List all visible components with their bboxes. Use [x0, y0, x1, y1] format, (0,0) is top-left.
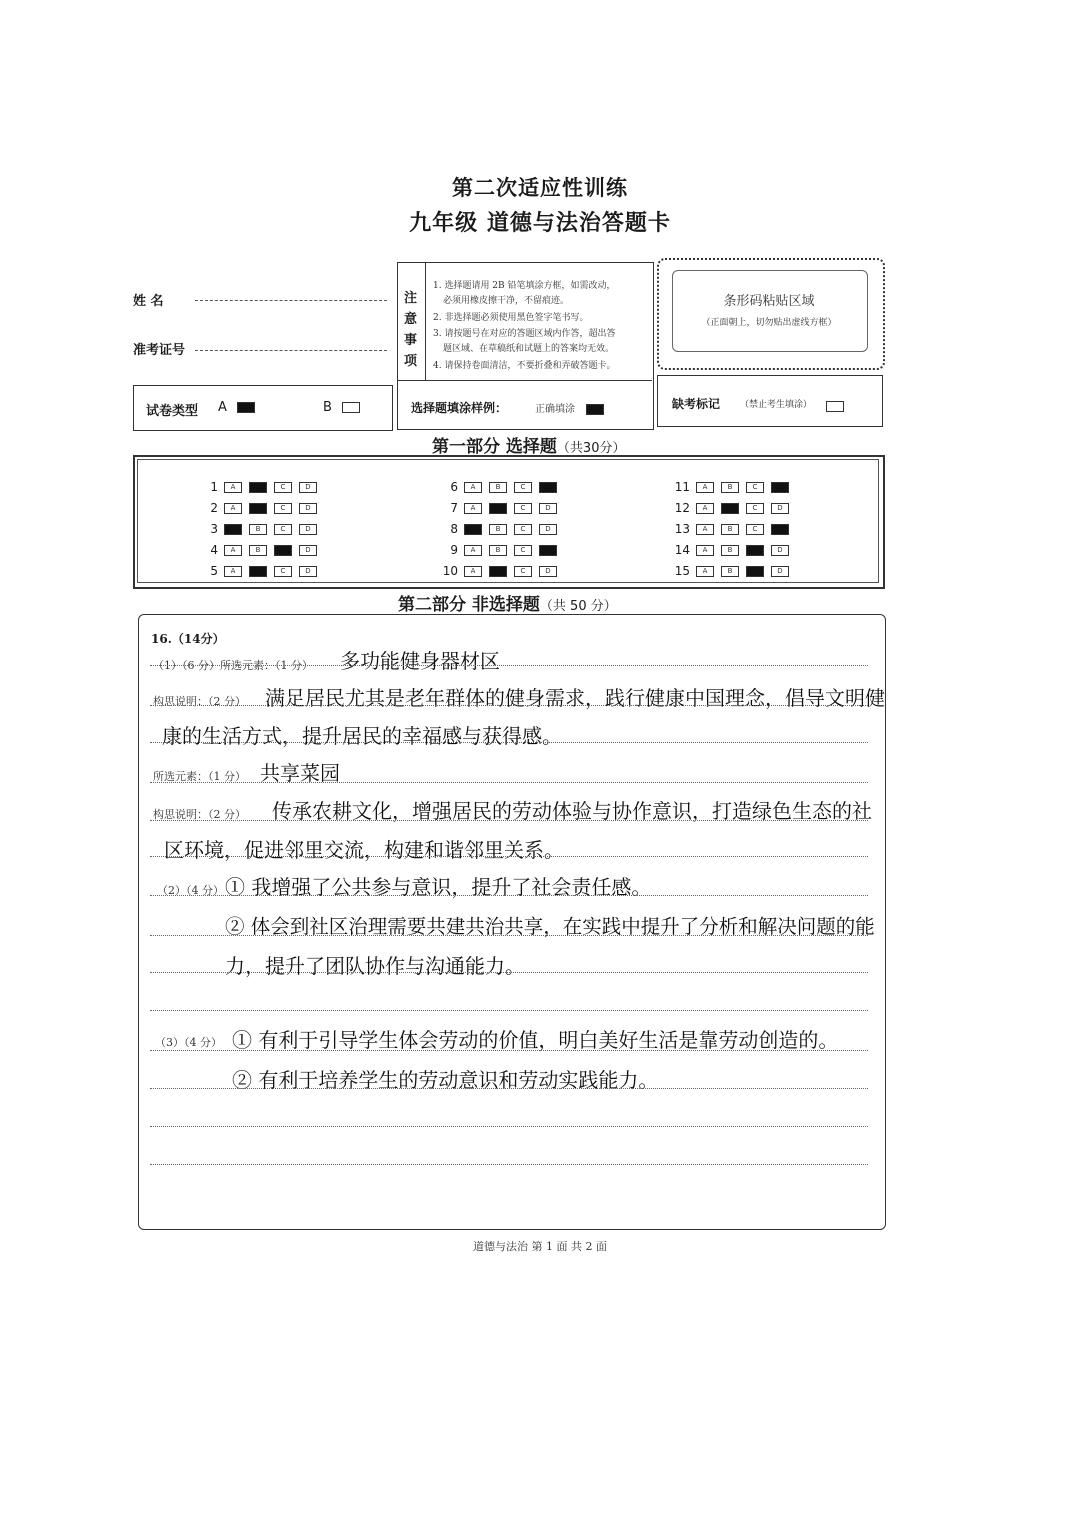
notice-line-3: 2. 非选择题必须使用黑色签字笔书写。 — [433, 313, 589, 323]
answer-line — [150, 742, 868, 743]
mcq-number: 2 — [210, 501, 218, 515]
mcq-number: 14 — [674, 543, 690, 557]
notice-label: 注意事项 — [404, 291, 418, 369]
correct-fill-text: 正确填涂 — [535, 404, 575, 415]
mcq-number: 7 — [450, 501, 458, 515]
part1-title-text: 第一部分 选择题 — [432, 437, 557, 457]
mcq-option-a[interactable]: A — [224, 566, 242, 577]
mcq-option-d[interactable]: D — [539, 503, 557, 514]
q16-label: 16.（14分） — [151, 632, 225, 646]
notice-line-6: 4. 请保持卷面清洁，不要折叠和弄破答题卡。 — [433, 361, 616, 371]
correct-fill-mark — [586, 404, 604, 415]
q1-idea2-answer-line1[interactable]: 传承农耕文化，增强居民的劳动体验与协作意识，打造绿色生态的社 — [272, 799, 872, 823]
mcq-option-c[interactable]: C — [746, 482, 764, 493]
barcode-hint: （正面朝上，切勿贴出虚线方框） — [701, 318, 837, 328]
paper-type-a-label: A — [218, 400, 227, 415]
mcq-option-b[interactable]: B — [489, 524, 507, 535]
mcq-option-a[interactable]: A — [224, 524, 242, 535]
mcq-option-b[interactable]: B — [249, 503, 267, 514]
mcq-option-a[interactable]: A — [224, 482, 242, 493]
mcq-number: 15 — [674, 564, 690, 578]
paper-type-a[interactable] — [218, 400, 262, 415]
q1-idea1-prompt: 构思说明：（2 分） — [153, 695, 246, 708]
mcq-option-c[interactable]: C — [274, 482, 292, 493]
mcq-option-d[interactable]: D — [539, 524, 557, 535]
mcq-number: 13 — [674, 522, 690, 536]
mcq-number: 11 — [674, 480, 690, 494]
answer-line — [150, 1164, 868, 1165]
q2-prompt: （2）（4 分） — [157, 884, 224, 897]
mcq-option-c[interactable]: C — [274, 545, 292, 556]
mcq-option-b[interactable]: B — [489, 545, 507, 556]
mcq-option-b[interactable]: B — [249, 482, 267, 493]
mcq-number: 9 — [450, 543, 458, 557]
fill-sample — [535, 400, 611, 415]
mcq-number: 1 — [210, 480, 218, 494]
mcq-option-c[interactable]: C — [746, 503, 764, 514]
mcq-row — [668, 522, 796, 536]
q1-element2-answer[interactable]: 共享菜园 — [260, 761, 340, 785]
mcq-row — [196, 564, 324, 578]
mcq-option-c[interactable]: C — [274, 524, 292, 535]
answer-line — [150, 782, 868, 783]
absent-checkbox — [826, 401, 844, 412]
mcq-option-d[interactable]: D — [299, 503, 317, 514]
absent-mark[interactable] — [826, 396, 851, 415]
page-footer: 道德与法治 第 1 面 共 2 面 — [473, 1240, 607, 1253]
mcq-option-b[interactable]: B — [249, 545, 267, 556]
mcq-row — [436, 522, 564, 536]
mcq-option-a[interactable]: A — [696, 566, 714, 577]
mcq-option-c[interactable]: C — [746, 566, 764, 577]
mcq-option-b[interactable]: B — [721, 566, 739, 577]
mcq-row — [196, 522, 324, 536]
mcq-option-c[interactable]: C — [274, 503, 292, 514]
mcq-option-d[interactable]: D — [299, 524, 317, 535]
q1-idea1-answer-line2[interactable]: 康的生活方式，提升居民的幸福感与获得感。 — [162, 724, 562, 748]
q1-element1-answer[interactable]: 多功能健身器材区 — [340, 649, 500, 673]
mcq-number: 5 — [210, 564, 218, 578]
mcq-option-c[interactable]: C — [746, 545, 764, 556]
absent-hint: （禁止考生填涂） — [740, 400, 813, 410]
answer-line — [150, 1126, 868, 1127]
q1-idea1-answer-line1[interactable]: 满足居民尤其是老年群体的健身需求，践行健康中国理念，倡导文明健 — [265, 686, 885, 710]
mcq-option-c[interactable]: C — [514, 524, 532, 535]
part1-score: （共30分） — [556, 441, 626, 456]
mcq-option-a[interactable]: A — [696, 503, 714, 514]
mcq-row — [196, 543, 324, 557]
mcq-row — [436, 543, 564, 557]
mcq-number: 12 — [674, 501, 690, 515]
mcq-number: 8 — [450, 522, 458, 536]
mcq-option-c[interactable]: C — [746, 524, 764, 535]
fill-sample-label: 选择题填涂样例： — [411, 401, 508, 415]
mcq-option-d[interactable]: D — [299, 545, 317, 556]
mcq-option-d[interactable]: D — [299, 482, 317, 493]
mcq-option-b[interactable]: B — [249, 566, 267, 577]
mcq-option-a[interactable]: A — [464, 503, 482, 514]
q2-answer-line1[interactable]: ① 我增强了公共参与意识，提升了社会责任感。 — [225, 875, 652, 899]
q3-answer-line2[interactable]: ② 有利于培养学生的劳动意识和劳动实践能力。 — [232, 1068, 659, 1092]
mcq-row — [668, 501, 796, 515]
mcq-option-c[interactable]: C — [514, 566, 532, 577]
mcq-option-b[interactable]: B — [721, 524, 739, 535]
absent-label: 缺考标记 — [672, 397, 721, 411]
name-field[interactable] — [195, 300, 387, 301]
mcq-option-a[interactable]: A — [696, 545, 714, 556]
paper-type-b-mark — [342, 402, 360, 413]
answer-line — [150, 820, 868, 821]
answer-line — [150, 1088, 868, 1089]
mcq-row — [668, 480, 796, 494]
mcq-option-b[interactable]: B — [249, 524, 267, 535]
mcq-option-b[interactable]: B — [721, 545, 739, 556]
mcq-option-c[interactable]: C — [514, 482, 532, 493]
answer-line — [150, 935, 868, 936]
mcq-option-b[interactable]: B — [489, 482, 507, 493]
mcq-option-d[interactable]: D — [771, 566, 789, 577]
notice-line-5: 题区域、在草稿纸和试题上的答案均无效。 — [443, 344, 615, 354]
mcq-row — [668, 543, 796, 557]
part1-title — [432, 432, 625, 457]
mcq-option-d[interactable]: D — [299, 566, 317, 577]
mcq-option-a[interactable]: A — [696, 482, 714, 493]
mcq-option-b[interactable]: B — [721, 482, 739, 493]
candidate-id-label: 准考证号 — [133, 343, 186, 358]
q3-answer-line1[interactable]: ① 有利于引导学生体会劳动的价值，明白美好生活是靠劳动创造的。 — [232, 1028, 839, 1052]
mcq-option-c[interactable]: C — [514, 545, 532, 556]
mcq-option-d[interactable]: D — [771, 503, 789, 514]
mcq-number: 10 — [442, 564, 458, 578]
mcq-option-a[interactable]: A — [696, 524, 714, 535]
answer-line — [150, 895, 868, 896]
mcq-option-b[interactable]: B — [489, 566, 507, 577]
mcq-option-a[interactable]: A — [464, 524, 482, 535]
notice-line-1: 1. 选择题请用 2B 铅笔填涂方框，如需改动， — [433, 281, 616, 291]
mcq-option-d[interactable]: D — [539, 482, 557, 493]
q3-prompt: （3）（4 分） — [155, 1036, 222, 1049]
mcq-option-b[interactable]: B — [721, 503, 739, 514]
answer-line — [150, 705, 868, 706]
mcq-row — [436, 564, 564, 578]
q2-answer-line3[interactable]: 力，提升了团队协作与沟通能力。 — [225, 954, 525, 978]
q1-idea2-prompt: 构思说明：（2 分） — [153, 808, 246, 821]
answer-line — [150, 1010, 868, 1011]
mcq-option-a[interactable]: A — [464, 545, 482, 556]
answer-line — [150, 665, 868, 666]
mcq-row — [436, 501, 564, 515]
mcq-option-d[interactable]: D — [771, 545, 789, 556]
mcq-row — [196, 480, 324, 494]
mcq-option-d[interactable]: D — [771, 482, 789, 493]
q1-element2-prompt: 所选元素：（1 分） — [153, 770, 246, 783]
mcq-option-d[interactable]: D — [539, 566, 557, 577]
mcq-number: 4 — [210, 543, 218, 557]
notice-line-4: 3. 请按题号在对应的答题区域内作答，超出答 — [433, 329, 616, 339]
q2-answer-line2[interactable]: ② 体会到社区治理需要共建共治共享，在实践中提升了分析和解决问题的能 — [225, 915, 875, 938]
mcq-row — [436, 480, 564, 494]
candidate-id-field[interactable] — [195, 350, 387, 351]
part2-title-text: 第二部分 非选择题 — [398, 595, 540, 615]
answer-line — [150, 856, 868, 857]
q1-prompt: （1）（6 分）所选元素：（1 分） — [153, 659, 313, 672]
mcq-number: 6 — [450, 480, 458, 494]
notice-line-2: 必须用橡皮擦干净，不留痕迹。 — [443, 296, 570, 306]
paper-type-label: 试卷类型 — [146, 404, 199, 419]
mcq-row — [668, 564, 796, 578]
page-subtitle: 九年级 道德与法治答题卡 — [409, 211, 671, 236]
paper-type-a-mark — [237, 402, 255, 413]
mcq-number: 3 — [210, 522, 218, 536]
answer-line — [150, 1050, 868, 1051]
mcq-option-b[interactable]: B — [489, 503, 507, 514]
mcq-row — [196, 501, 324, 515]
q1-idea2-answer-line2[interactable]: 区环境，促进邻里交流，构建和谐邻里关系。 — [164, 838, 564, 862]
paper-type-b-label: B — [323, 400, 332, 415]
mcq-option-d[interactable]: D — [771, 524, 789, 535]
mcq-option-a[interactable]: A — [224, 545, 242, 556]
mcq-option-a[interactable]: A — [464, 482, 482, 493]
name-label: 姓 名 — [133, 294, 164, 309]
answer-line — [150, 972, 868, 973]
mcq-option-a[interactable]: A — [224, 503, 242, 514]
barcode-area — [672, 270, 868, 352]
mcq-option-c[interactable]: C — [274, 566, 292, 577]
part2-score: （共 50 分） — [539, 599, 617, 614]
part2-title — [398, 590, 617, 615]
page-title: 第二次适应性训练 — [452, 176, 628, 200]
mcq-option-c[interactable]: C — [514, 503, 532, 514]
mcq-option-d[interactable]: D — [539, 545, 557, 556]
notice-divider — [397, 380, 652, 381]
barcode-title: 条形码粘贴区域 — [723, 294, 815, 309]
paper-type-b[interactable] — [323, 400, 367, 415]
mcq-option-a[interactable]: A — [464, 566, 482, 577]
